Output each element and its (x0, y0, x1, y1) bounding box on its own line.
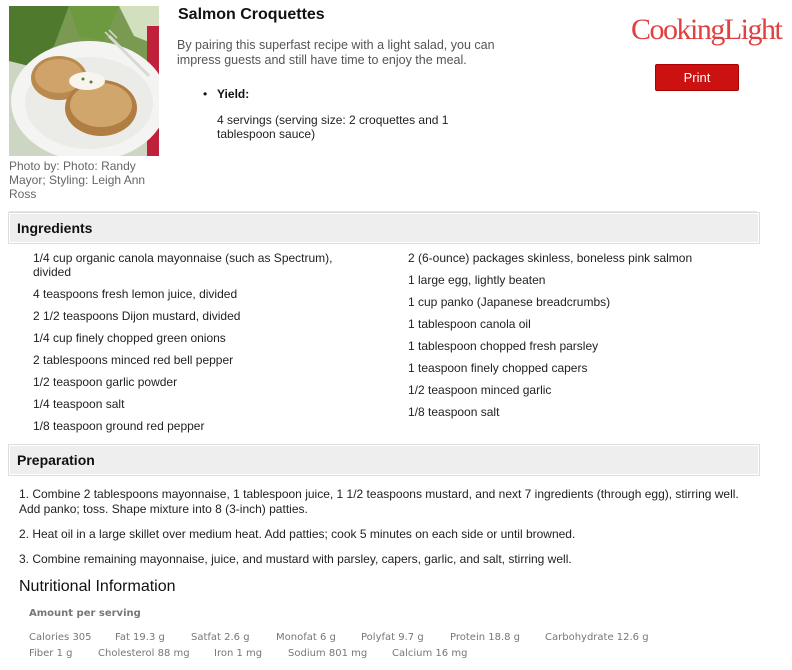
ingredient-item: 1 large egg, lightly beaten (408, 273, 546, 287)
preparation-heading: Preparation (17, 452, 95, 468)
ingredient-item: 1 tablespoon canola oil (408, 317, 531, 331)
nutrition-value: Calories 305 (29, 632, 92, 643)
ingredient-item: 2 tablespoons minced red bell pepper (33, 353, 234, 367)
nutrition-row (29, 648, 467, 659)
recipe-title: Salmon Croquettes (178, 6, 325, 23)
preparation-step: 1. Combine 2 tablespoons mayonnaise, 1 tablespoon juice, 1 1/2 teaspoons mustard, and next 7 ingredients (through egg), stirring well. Add panko; toss. Shape mixture into 8 (3-inch) patties. (19, 487, 739, 516)
ingredient-item: 1/8 teaspoon ground red pepper (33, 419, 205, 433)
ingredient-item: 1/4 cup organic canola mayonnaise (such as Spectrum), divided (33, 251, 333, 279)
recipe-photo (9, 6, 159, 156)
nutrition-heading: Nutritional Information (19, 578, 176, 595)
nutrition-value: Calcium 16 mg (392, 648, 468, 659)
ingredients-list-left (33, 251, 373, 441)
nutrition-value: Fat 19.3 g (115, 632, 165, 643)
preparation-step: 2. Heat oil in a large skillet over medium heat. Add patties; cook 5 minutes on each side or until browned. (19, 527, 576, 541)
yield-value: 4 servings (serving size: 2 croquettes and 1 tablespoon sauce) (217, 113, 449, 141)
ingredients-heading: Ingredients (17, 220, 93, 236)
ingredient-item: 1 cup panko (Japanese breadcrumbs) (408, 295, 611, 309)
nutrition-value: Polyfat 9.7 g (361, 632, 424, 643)
nutrition-value: Protein 18.8 g (450, 632, 521, 643)
salmon-croquettes-image (9, 6, 159, 156)
photo-credit: Photo by: Photo: Randy Mayor; Styling: Leigh Ann Ross (9, 159, 146, 201)
ingredient-item: 2 (6-ounce) packages skinless, boneless pink salmon (408, 251, 693, 265)
ingredient-item: 1/8 teaspoon salt (408, 405, 500, 419)
yield-bullet: • (203, 87, 208, 101)
cooking-light-logo: CookingLight (631, 13, 782, 46)
ingredient-item: 1/4 cup finely chopped green onions (33, 331, 226, 345)
nutrition-value: Cholesterol 88 mg (98, 648, 190, 659)
divider (9, 211, 757, 212)
nutrition-row (29, 632, 649, 643)
print-button[interactable]: Print (655, 64, 739, 91)
nutrition-value: Iron 1 mg (214, 648, 263, 659)
nutrition-value: Fiber 1 g (29, 648, 73, 659)
ingredient-item: 1 teaspoon finely chopped capers (408, 361, 588, 375)
yield-label: Yield: (217, 87, 250, 101)
nutrition-value: Monofat 6 g (276, 632, 336, 643)
preparation-steps (19, 487, 761, 577)
ingredient-item: 4 teaspoons fresh lemon juice, divided (33, 287, 238, 301)
preparation-step: 3. Combine remaining mayonnaise, juice, and mustard with parsley, capers, garlic, and salt, stirring well. (19, 552, 572, 566)
amount-per-serving-label: Amount per serving (29, 608, 141, 619)
ingredient-item: 2 1/2 teaspoons Dijon mustard, divided (33, 309, 241, 323)
ingredient-item: 1/2 teaspoon minced garlic (408, 383, 552, 397)
recipe-description: By pairing this superfast recipe with a light salad, you can impress guests and still have time to enjoy the meal. (177, 38, 495, 67)
nutrition-value: Sodium 801 mg (288, 648, 368, 659)
ingredient-item: 1/4 teaspoon salt (33, 397, 125, 411)
preparation-header (9, 445, 759, 475)
ingredient-item: 1/2 teaspoon garlic powder (33, 375, 178, 389)
ingredients-header (9, 213, 759, 243)
ingredients-list-right (408, 251, 748, 427)
ingredient-item: 1 tablespoon chopped fresh parsley (408, 339, 599, 353)
nutrition-value: Carbohydrate 12.6 g (545, 632, 649, 643)
nutrition-value: Satfat 2.6 g (191, 632, 250, 643)
